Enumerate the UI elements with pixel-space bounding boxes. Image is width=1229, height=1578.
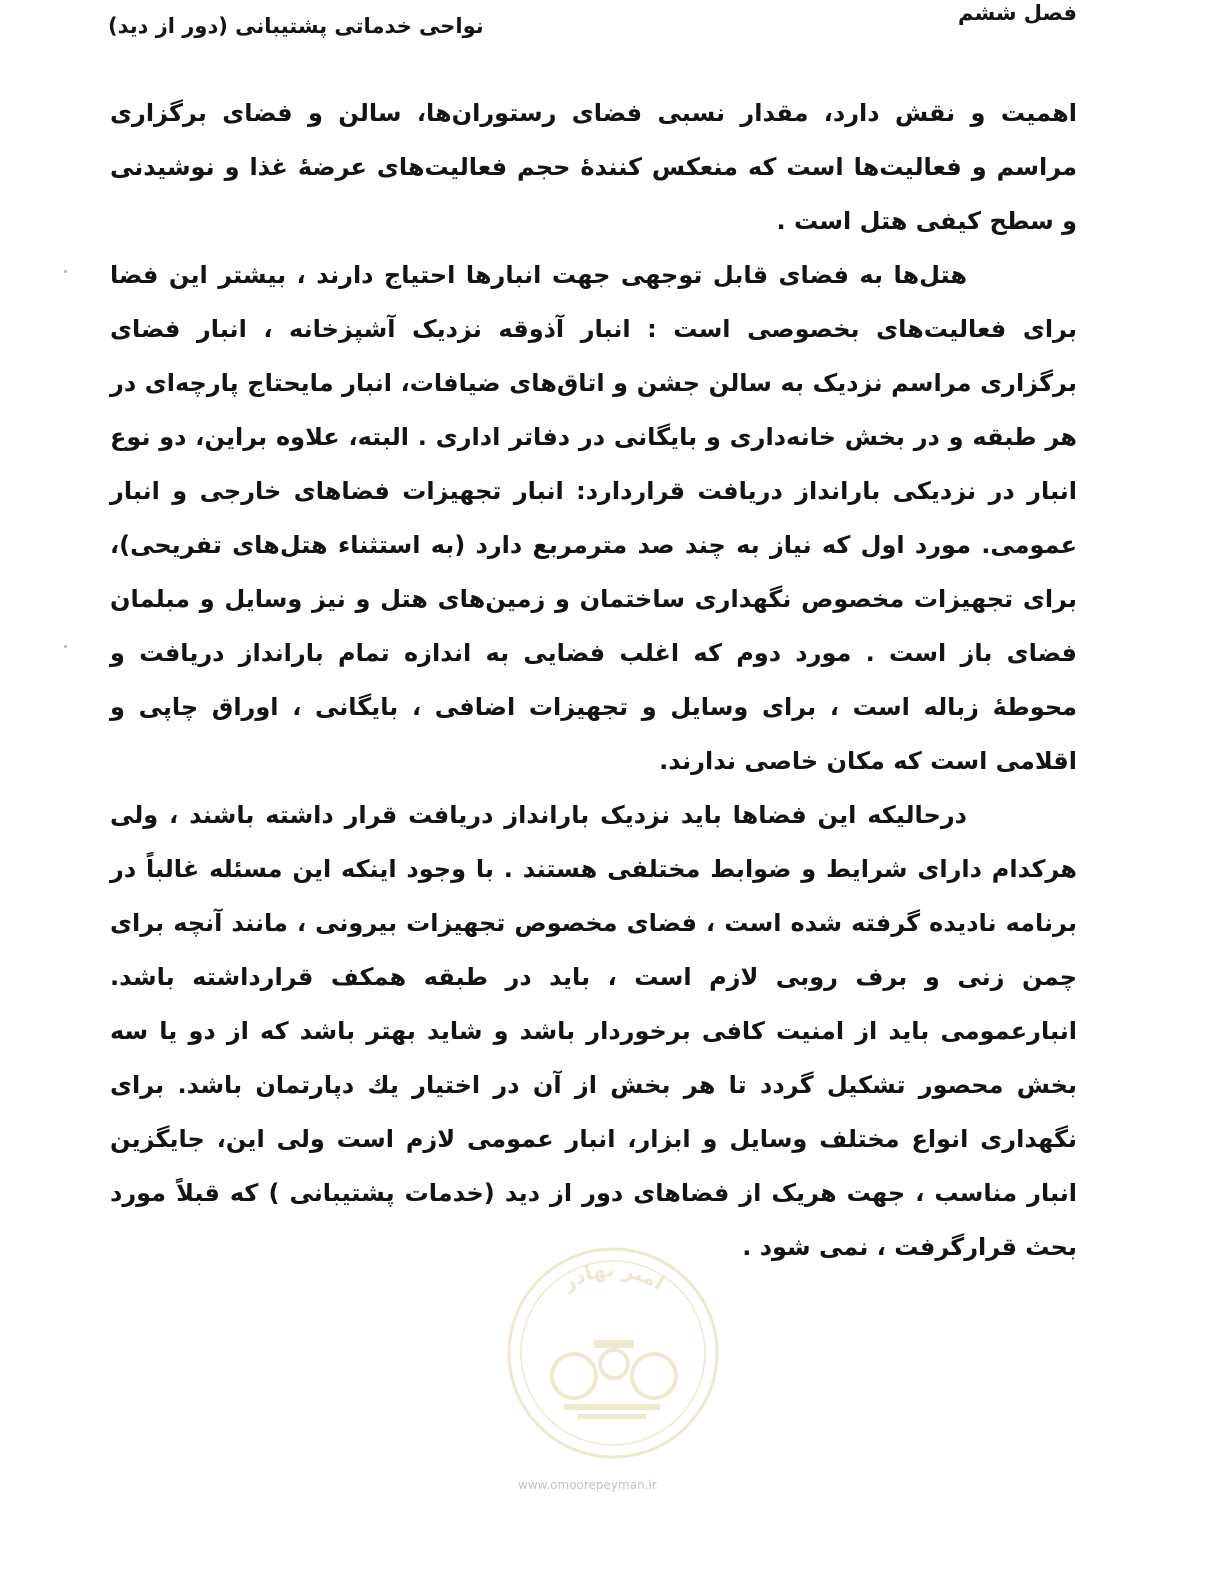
- paragraph-3: درحالیکه این فضاها باید نزدیک بارانداز دریافت قرار داشته باشند ، ولی هرکدام دارای شرایط و ضوابط مختلفی هستند . با وجود اینکه این مسئله غالباً در برنامه نادیده گرفته شده است ، فضای مخصوص تجهیزات بیرونی ، مانند آنچه برای چمن زنی و برف روبی لازم است ، باید در طبقه همکف قرارداشته باشد. انبارعمومی باید از امنیت کافی برخوردار باشد و شاید بهتر باشد که از دو یا سه بخش محصور تشکیل گردد تا هر بخش از آن در اختیار یك دپارتمان باشد. برای نگهداری انواع مختلف وسایل و ابزار، انبار عمومی لازم است ولی این، جایگزین انبار مناسب ، جهت هریک از فضاهای دور از دید (خدمات پشتیبانی ) که قبلاً مورد بحث قرارگرفت ، نمی شود .: [110, 801, 1077, 1261]
- paragraph-1: اهمیت و نقش دارد، مقدار نسبی فضای رستوران‌ها، سالن و فضای برگزاری مراسم و فعالیت‌ها است که منعکس کنندهٔ حجم فعالیت‌های عرضهٔ غذا و نوشیدنی و سطح کیفی هتل است .: [110, 99, 1077, 235]
- section-title-header: نواحی خدماتی پشتیبانی (دور از دید): [108, 14, 484, 38]
- scan-speck: [64, 645, 67, 648]
- publisher-seal: [504, 1244, 722, 1462]
- chapter-header: فصل ششم: [958, 1, 1077, 25]
- body-text: [110, 86, 1077, 1274]
- watermark-url: www.omoorepeyman.ir: [518, 1478, 657, 1492]
- seal-text: امیر بهادر: [557, 1257, 669, 1296]
- paragraph-2: هتل‌ها به فضای قابل توجهی جهت انبارها احتیاج دارند ، بیشتر این فضا برای فعالیت‌های بخصوصی است : انبار آذوقه نزدیک آشپزخانه ، انبار فضای برگزاری مراسم نزدیک به سالن جشن و اتاق‌های ضیافات، انبار مایحتاج پارچه‌ای در هر طبقه و در بخش خانه‌داری و بایگانی در دفاتر اداری . البته، علاوه براین، دو نوع انبار در نزدیکی بارانداز دریافت قراردارد: انبار تجهیزات فضاهای خارجی و انبار عمومی. مورد اول که نیاز به چند صد مترمربع دارد (به استثناء هتل‌های تفریحی)، برای تجهیزات مخصوص نگهداری ساختمان و زمین‌های هتل و نیز وسایل و مبلمان فضای باز است . مورد دوم که اغلب فضایی به اندازه تمام بارانداز دریافت و محوطهٔ زباله است ، برای وسایل و تجهیزات اضافی ، بایگانی ، اوراق چاپی و اقلامی است که مکان خاصی ندارند.: [110, 261, 1077, 775]
- scan-speck: [64, 270, 67, 273]
